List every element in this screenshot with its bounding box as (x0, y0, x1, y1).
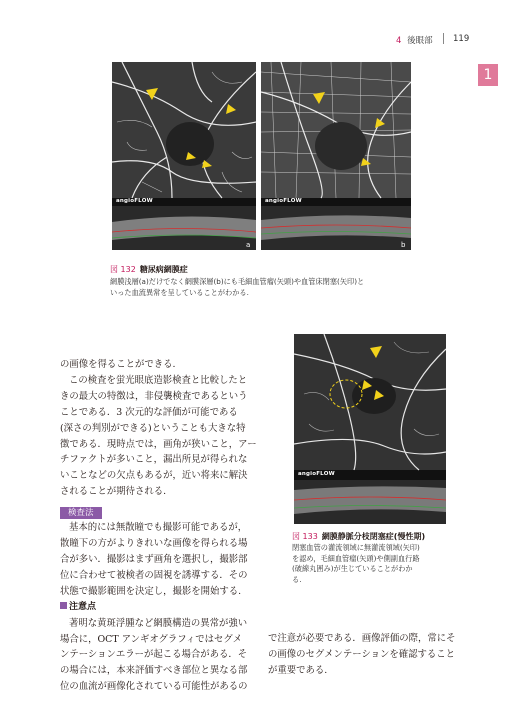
figure-132-panel-a (112, 62, 256, 250)
chapter-number: 4 (396, 36, 402, 46)
text-line: されることが期待される. (60, 486, 167, 498)
figure-133-label: 図 133 (292, 532, 318, 541)
caption-line: を認め，毛細血管瘤(矢頭)や側副血行路 (292, 553, 420, 563)
caution-paragraph (60, 616, 285, 696)
text-line: 散瞳下の方がよりきれいな画像を得られる場 (60, 538, 248, 550)
text-line: 位に合わせて被検者の固視を誘導する．その (60, 569, 248, 581)
exam-paragraph (60, 520, 285, 600)
caption-line: 網膜浅層(a)だけでなく網膜深層(b)にも毛細血管瘤(矢頭)や血管床閉塞(矢印)と (110, 277, 365, 286)
text-line: の画像を得ることができる. (60, 359, 176, 370)
body-right-column (268, 631, 468, 679)
text-line: の場合には，本来評価すべき部位と異なる部 (60, 665, 248, 677)
text-line: ことである．3 次元的な評価が可能である (60, 406, 238, 418)
text-line: 位の血流が画像化されている可能性があるの (60, 681, 248, 693)
text-line: 状態で撮影範囲を決定し，撮影を開始する. (60, 585, 242, 597)
angiogram-image-a (112, 62, 256, 250)
angioflow-logo-b: angioFLOW (265, 198, 302, 204)
header-separator (443, 33, 444, 44)
angiogram-image-b (261, 62, 411, 250)
page-number: 119 (453, 34, 470, 44)
text-line: 徴である．現時点では，画角が狭いこと，アー (60, 438, 257, 450)
figure-133-title (292, 531, 425, 542)
figure-132-label: 図 132 (110, 265, 136, 274)
angioflow-logo-133: angioFLOW (298, 471, 335, 477)
text-line: で注意が必要である．画像評価の際，常にそ (268, 633, 456, 644)
text-line: の画像のセグメンテーションを確認すること (268, 648, 456, 660)
figure-133-caption (292, 543, 452, 585)
text-line: 合が多い．撮影はまず画角を選択し，撮影部 (60, 553, 248, 565)
figure-132-caption (110, 277, 415, 298)
figure-132-title-text: 糖尿病網膜症 (139, 265, 188, 274)
chapter-side-tab: 1 (478, 64, 498, 86)
caption-line: 閉塞血管の灌流領域に無灌流領域(矢印) (292, 543, 420, 552)
square-bullet-icon (60, 602, 67, 609)
figure-132-panel-b (261, 62, 411, 250)
exam-method-heading: 検査法 (60, 507, 102, 519)
text-line: チファクトが多いこと，漏出所見が得られな (60, 454, 248, 466)
text-line: きの最大の特徴は，非侵襲検査であるという (60, 390, 248, 402)
text-line: (深さの判別ができる)ということも大きな特 (60, 422, 246, 434)
intro-paragraph (60, 357, 285, 500)
figure-133-title-text: 網膜静脈分枝閉塞症(慢性期) (321, 532, 426, 541)
panel-letter-b: b (401, 241, 406, 249)
caption-line: る. (292, 574, 302, 584)
text-line: 著明な黄斑浮腫など網膜構造の異常が強い (69, 617, 248, 629)
caption-line: (破線丸囲み)が生じていることがわか (292, 564, 413, 574)
angiogram-image-133 (294, 334, 446, 524)
panel-letter-a: a (246, 241, 251, 249)
text-line: いことなどの欠点もあるが，近い将来に解決 (60, 470, 248, 482)
body-left-column (60, 357, 285, 695)
angioflow-logo-a: angioFLOW (116, 198, 153, 204)
figure-132-title (110, 264, 188, 275)
running-header-chapter (396, 34, 433, 46)
caution-heading-text: 注意点 (69, 601, 97, 612)
caption-line: いった血流異常を呈していることがわかる. (110, 287, 249, 297)
text-line: この検査を蛍光眼底造影検査と比較したと (69, 374, 248, 386)
text-line: が重要である. (268, 664, 328, 676)
text-line: 場合に，OCT アンギオグラフィではセグメ (60, 633, 243, 645)
text-line: ンテーションエラーが起こる場合がある．そ (60, 649, 248, 661)
caution-heading (60, 600, 285, 616)
figure-133-image (294, 334, 446, 524)
text-line: 基本的には無散瞳でも撮影可能であるが， (69, 522, 248, 534)
chapter-name: 後眼部 (407, 36, 433, 46)
